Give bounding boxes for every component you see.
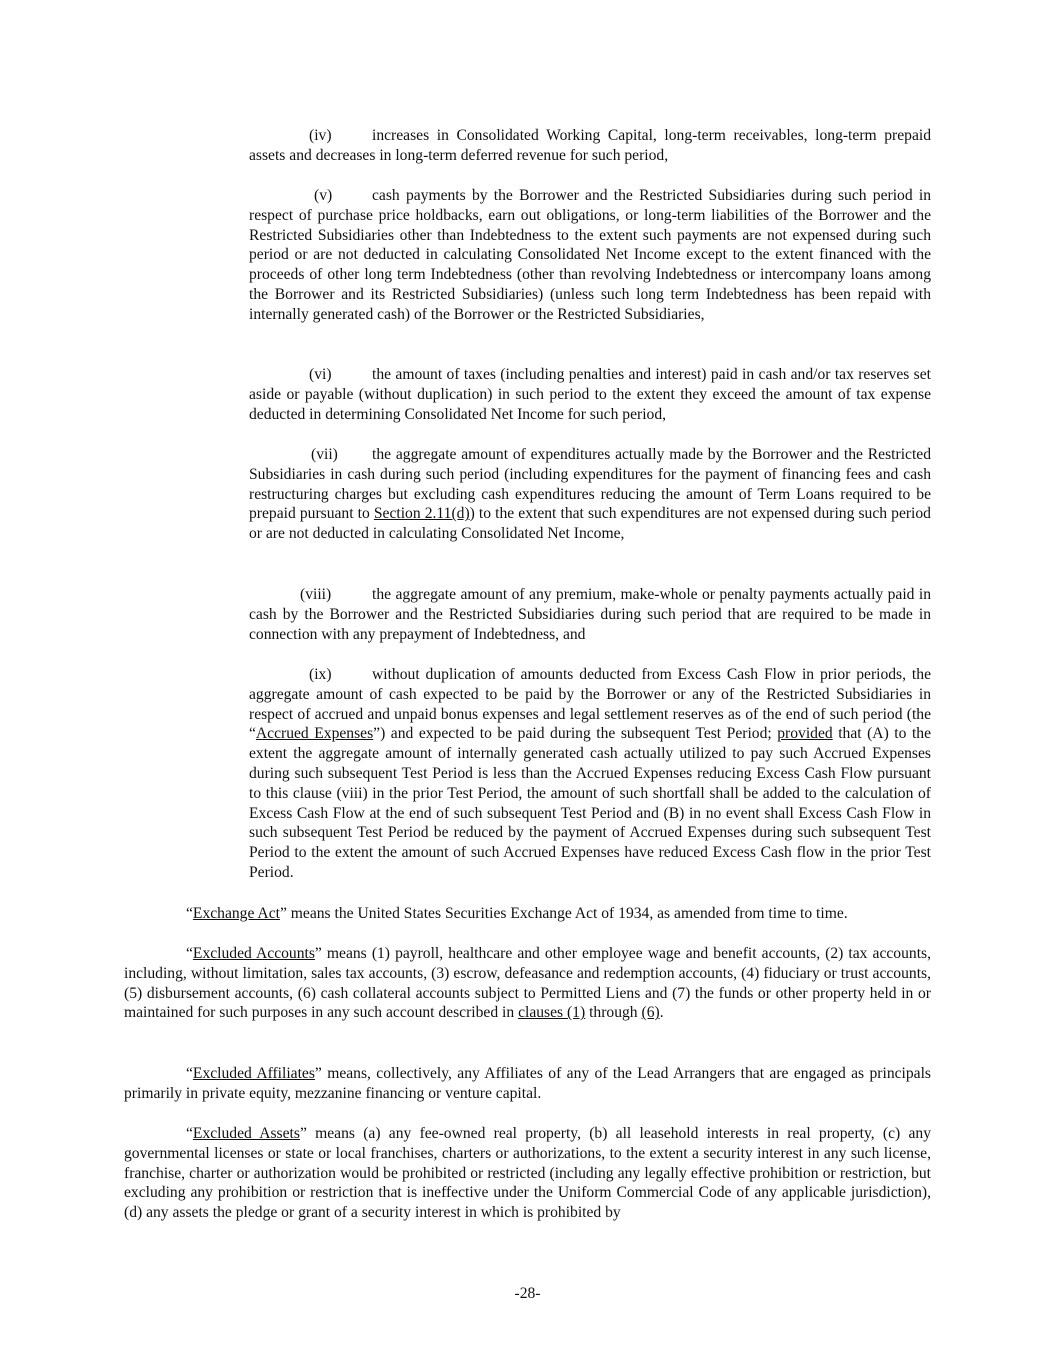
open-quote: “ <box>186 1125 193 1142</box>
clause-iv <box>249 126 931 166</box>
clause-number: (ix) <box>309 666 332 683</box>
clause-text: without duplication of amounts deducted from Excess Cash Flow in prior periods, the aggregate amount of cash expected to be paid by the Borrower or any of the Restricted Subsidiaries in respect of accrued and unpaid bonus expenses and legal settlement reserves as of the end of such period (the “ <box>249 666 931 743</box>
defined-term: Exchange Act <box>192 905 280 922</box>
clause-text-continued: ”) and expected to be paid during the subsequent Test Period; <box>373 725 778 743</box>
open-quote: “ <box>186 905 193 922</box>
open-quote: “ <box>186 1065 193 1082</box>
open-quote: “ <box>186 945 193 962</box>
page-number: -28- <box>514 1285 541 1302</box>
clause-vii <box>249 445 931 544</box>
clause-number: (iv) <box>309 127 332 144</box>
clause-text: increases in Consolidated Working Capital, long-term receivables, long-term prepaid assets and decreases in long-term deferred revenue for such period, <box>249 127 931 164</box>
defined-term: Excluded Affiliates <box>192 1065 315 1082</box>
clause-reference-link-2[interactable]: (6) <box>641 1004 660 1022</box>
defined-term: Excluded Assets <box>192 1125 300 1142</box>
definition-text: ” means (a) any fee-owned real property, (b) all leasehold interests in real property, (c) any governmental licenses or state or local franchises, charters or authorizations, to the extent a security interest in any such license, franchise, charter or authorization would be prohibited or restricted (including any legally effective prohibition or restriction, but excluding any prohibition or restriction that is ineffective under the Uniform Commercial Code of any applicable jurisdiction), (d) any assets the pledge or grant of a security interest in which is prohibited by <box>124 1125 931 1222</box>
clause-reference-link[interactable]: clauses (1) <box>518 1004 586 1022</box>
clause-number: (viii) <box>300 586 332 603</box>
definition-excluded-accounts <box>124 944 931 1023</box>
clause-text: cash payments by the Borrower and the Restricted Subsidiaries during such period in respect of purchase price holdbacks, earn out obligations, or long-term liabilities of the Borrower and the Restricted Subsidiaries other than Indebtedness to the extent such payments are not expensed during such period or are not deducted in calculating Consolidated Net Income except to the extent financed with the proceeds of other long term Indebtedness (other than revolving Indebtedness or intercompany loans among the Borrower and its Restricted Subsidiaries) (unless such long term Indebtedness has been repaid with internally generated cash) of the Borrower or the Restricted Subsidiaries, <box>249 187 931 323</box>
clause-text: the amount of taxes (including penalties and interest) paid in cash and/or tax reserves set aside or payable (without duplication) in such period to the extent they exceed the amount of tax expense deducted in determining Consolidated Net Income for such period, <box>249 366 931 423</box>
clause-v <box>249 186 931 325</box>
definition-text: ” means the United States Securities Exchange Act of 1934, as amended from time to time. <box>279 905 848 922</box>
clause-number: (vii) <box>311 446 338 463</box>
clause-text: the aggregate amount of any premium, make-whole or penalty payments actually paid in cash by the Borrower and the Restricted Subsidiaries during such period that are required to be made in connection with any prepayment of Indebtedness, and <box>249 586 931 643</box>
clause-ix <box>249 665 931 883</box>
definition-excluded-assets <box>124 1124 931 1223</box>
clause-text: the aggregate amount of expenditures actually made by the Borrower and the Restricted Subsidiaries in cash during such period (including expenditures for the payment of financing fees and cash restructuring charges but excluding cash expenditures reducing the amount of Term Loans required to be prepaid pursuant to <box>249 446 931 523</box>
definition-text: ” means (1) payroll, healthcare and other employee wage and benefit accounts, (2) tax accounts, including, without limitation, sales tax accounts, (3) escrow, defeasance and redemption accounts, (4) fiduciary or trust accounts, (5) disbursement accounts, (6) cash collateral accounts subject to Permitted Liens and (7) the funds or other property held in or maintained for such purposes in any such account described in <box>124 945 931 1022</box>
definition-text-end: . <box>659 1004 664 1022</box>
definition-excluded-affiliates <box>124 1064 931 1104</box>
clause-vi <box>249 365 931 424</box>
definition-text-continued: through <box>585 1004 642 1022</box>
defined-term-accrued-expenses: Accrued Expenses <box>255 725 374 743</box>
clause-number: (vi) <box>309 366 332 383</box>
clause-text-continued-2: that (A) to the extent the aggregate amount of internally generated cash actually utilized to pay such Accrued Expenses during such subsequent Test Period is less than the Accrued Expenses reducing Excess Cash Flow pursuant to this clause (viii) in the prior Test Period, the amount of such shortfall shall be added to the calculation of Excess Cash Flow at the end of such subsequent Test Period and (B) in no event shall Excess Cash Flow in such subsequent Test Period be reduced by the payment of Accrued Expenses during such subsequent Test Period to the extent the amount of such Accrued Expenses have reduced Excess Cash flow in the prior Test Period. <box>249 725 931 881</box>
clause-text-continued: ) to the extent that such expenditures are not expensed during such period or are not deducted in calculating Consolidated Net Income, <box>249 505 931 543</box>
defined-term: Excluded Accounts <box>192 945 315 962</box>
section-reference-link[interactable]: Section 2.11(d) <box>373 505 470 523</box>
definition-exchange-act <box>124 904 931 924</box>
clause-viii <box>249 585 931 644</box>
proviso-term: provided <box>777 725 833 743</box>
clause-number: (v) <box>314 187 333 204</box>
definition-text: ” means, collectively, any Affiliates of any of the Lead Arrangers that are engaged as principals primarily in private equity, mezzanine financing or venture capital. <box>124 1065 931 1102</box>
